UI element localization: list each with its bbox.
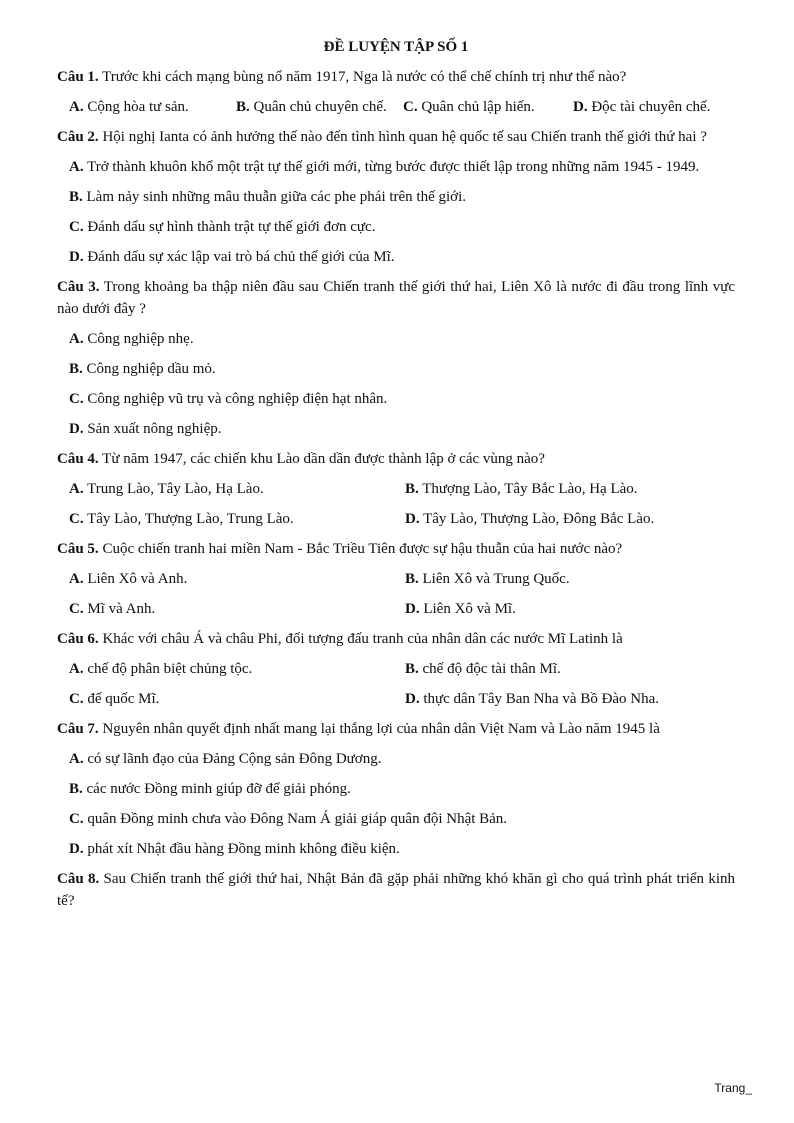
option-b: B. chế độ độc tài thân Mĩ. [405,661,561,677]
option-b: B. Thượng Lào, Tây Bắc Lào, Hạ Lào. [405,481,638,497]
option-c: C. đế quốc Mĩ. [69,691,160,707]
question-6-options-row-2 [57,688,735,710]
question-7 [57,718,735,740]
question-2 [57,126,735,148]
option-d: D. thực dân Tây Ban Nha và Bồ Đào Nha. [405,691,660,707]
option-d: D. Liên Xô và Mĩ. [405,601,516,617]
question-1-options [57,96,735,118]
option-b: B. Liên Xô và Trung Quốc. [405,571,570,587]
option-d: D. Sản xuất nông nghiệp. [69,421,222,437]
option-b: B. Quân chủ chuyên chế. [236,99,387,115]
question-5-options-row-1 [57,568,735,590]
option-b: B. Làm nảy sinh những mâu thuẫn giữa các phe phái trên thế giới. [69,189,467,205]
document-page [57,36,735,920]
question-number: Câu 2. [57,129,99,145]
question-number: Câu 7. [57,721,99,737]
option-a: A. Cộng hòa tư sản. [69,99,189,115]
option-c: C. Mĩ và Anh. [69,601,156,617]
question-number: Câu 1. [57,69,99,85]
option-a: A. chế độ phân biệt chủng tộc. [69,661,253,677]
question-8 [57,868,735,912]
question-5-options-row-2 [57,598,735,620]
page-footer: Trang_ [714,1081,752,1095]
option-b: B. các nước Đồng minh giúp đỡ để giải phóng. [69,781,351,797]
option-a: A. có sự lãnh đạo của Đảng Cộng sản Đông Dương. [69,751,382,767]
question-5 [57,538,735,560]
question-4-options-row-1 [57,478,735,500]
option-c: C. Công nghiệp vũ trụ và công nghiệp điện hạt nhân. [69,391,388,407]
question-number: Câu 3. [57,279,100,295]
option-d: D. Độc tài chuyên chế. [573,99,711,115]
question-text: Hội nghị Ianta có ảnh hưởng thế nào đến tình hình quan hệ quốc tế sau Chiến tranh thế giới thứ hai ? [98,129,707,145]
question-4 [57,448,735,470]
question-number: Câu 4. [57,451,99,467]
question-text: Khác với châu Á và châu Phi, đối tượng đấu tranh của nhân dân các nước Mĩ Latinh là [98,631,623,647]
question-text: Sau Chiến tranh thế giới thứ hai, Nhật Bản đã gặp phải những khó khăn gì cho quá trình phát triển kinh tế? [57,871,735,909]
option-a: A. Trở thành khuôn khổ một trật tự thế giới mới, từng bước được thiết lập trong những năm 1945 - 1949. [69,159,700,175]
question-text: Trước khi cách mạng bùng nổ năm 1917, Nga là nước có thể chế chính trị như thế nào? [98,69,627,85]
option-d: D. phát xít Nhật đầu hàng Đồng minh không điều kiện. [69,841,400,857]
option-a: A. Liên Xô và Anh. [69,571,188,587]
option-d: D. Đánh dấu sự xác lập vai trò bá chủ thế giới của Mĩ. [69,249,395,265]
question-text: Trong khoảng ba thập niên đầu sau Chiến tranh thế giới thứ hai, Liên Xô là nước đi đầu trong lĩnh vực nào dưới đây ? [57,279,735,317]
question-6 [57,628,735,650]
option-c: C. Đánh dấu sự hình thành trật tự thế giới đơn cực. [69,219,376,235]
question-text: Cuộc chiến tranh hai miền Nam - Bắc Triều Tiên được sự hậu thuẫn của hai nước nào? [98,541,623,557]
option-c: C. quân Đồng minh chưa vào Đông Nam Á giải giáp quân đội Nhật Bản. [69,811,508,827]
question-text: Nguyên nhân quyết định nhất mang lại thắng lợi của nhân dân Việt Nam và Lào năm 1945 là [98,721,660,737]
option-a: A. Trung Lào, Tây Lào, Hạ Lào. [69,481,264,497]
question-4-options-row-2 [57,508,735,530]
option-c: C. Tây Lào, Thượng Lào, Trung Lào. [69,511,294,527]
question-6-options-row-1 [57,658,735,680]
question-text: Từ năm 1947, các chiến khu Lào dần dần được thành lập ở các vùng nào? [98,451,545,467]
question-number: Câu 5. [57,541,99,557]
question-number: Câu 8. [57,871,100,887]
option-d: D. Tây Lào, Thượng Lào, Đông Bắc Lào. [405,511,655,527]
option-a: A. Công nghiệp nhẹ. [69,331,194,347]
question-number: Câu 6. [57,631,99,647]
option-c: C. Quân chủ lập hiến. [403,99,535,115]
document-title: ĐỀ LUYỆN TẬP SỐ 1 [323,39,469,55]
question-3 [57,276,735,320]
option-b: B. Công nghiệp dầu mỏ. [69,361,216,377]
question-1 [57,66,735,88]
